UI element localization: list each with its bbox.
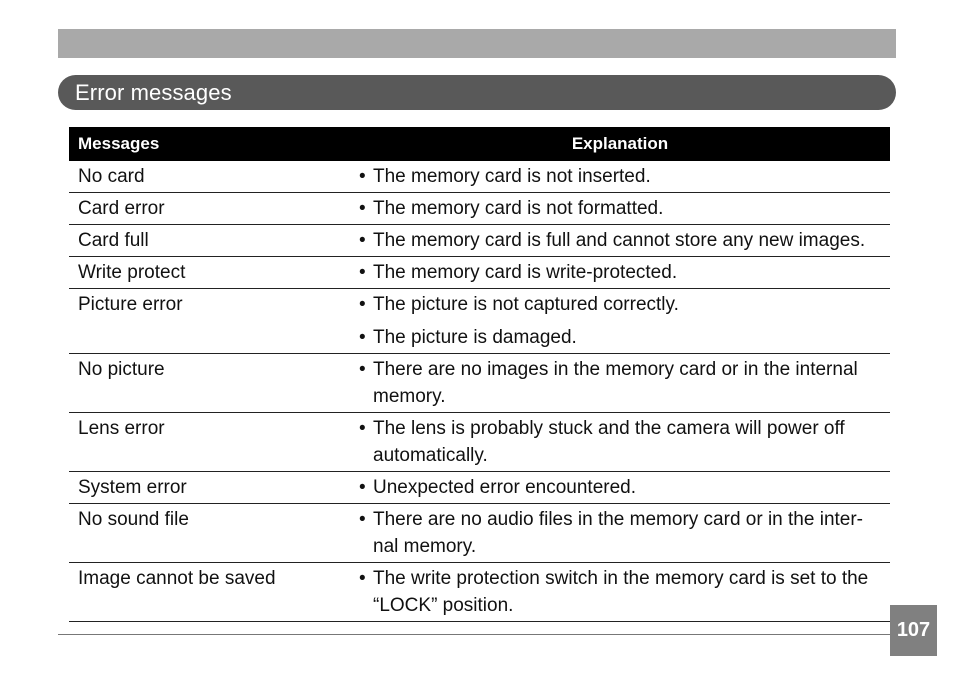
- top-header-bar: [58, 29, 896, 58]
- error-messages-table: [69, 127, 890, 622]
- error-message-cell: Lens error: [69, 413, 350, 472]
- explanation-cell: [350, 225, 890, 257]
- error-message-cell: No picture: [69, 354, 350, 413]
- explanation-bullet: [350, 259, 890, 286]
- bullet-marker: •: [359, 166, 366, 187]
- bullet-marker: •: [359, 509, 366, 530]
- table-row: [69, 413, 890, 472]
- explanation-cell: [350, 257, 890, 289]
- bullet-marker: •: [359, 327, 366, 348]
- footer-divider: [58, 634, 890, 635]
- error-message-cell: Card error: [69, 193, 350, 225]
- error-message-cell: Card full: [69, 225, 350, 257]
- table-row: [69, 225, 890, 257]
- explanation-text: There are no audio files in the memory card or in the inter-nal memory.: [373, 509, 864, 557]
- column-header-explanation: Explanation: [350, 127, 890, 161]
- explanation-bullet: [350, 227, 890, 254]
- column-header-messages: Messages: [69, 127, 350, 161]
- bullet-marker: •: [359, 294, 366, 315]
- bullet-marker: •: [359, 359, 366, 380]
- explanation-text: Unexpected error encountered.: [373, 477, 636, 498]
- explanation-bullet: [350, 356, 890, 410]
- explanation-bullet: [350, 415, 890, 469]
- explanation-text: The picture is damaged.: [373, 327, 577, 348]
- bullet-marker: •: [359, 198, 366, 219]
- error-message-cell: System error: [69, 472, 350, 504]
- page-number: 107: [890, 605, 937, 656]
- explanation-cell: [350, 504, 890, 563]
- explanation-cell: [350, 472, 890, 504]
- explanation-cell: [350, 289, 890, 354]
- table-row: [69, 472, 890, 504]
- table-header-row: [69, 127, 890, 161]
- explanation-text: The lens is probably stuck and the camera will power off automatically.: [373, 418, 845, 466]
- section-header: [58, 75, 896, 110]
- explanation-bullet: [350, 506, 890, 560]
- table-body: [69, 161, 890, 622]
- table-row: [69, 193, 890, 225]
- explanation-text: The memory card is not inserted.: [373, 166, 651, 187]
- error-message-cell: Write protect: [69, 257, 350, 289]
- bullet-marker: •: [359, 262, 366, 283]
- explanation-text: The memory card is full and cannot store any new images.: [373, 230, 866, 251]
- explanation-cell: [350, 413, 890, 472]
- bullet-marker: •: [359, 230, 366, 251]
- table-row: [69, 504, 890, 563]
- table-row: [69, 257, 890, 289]
- explanation-cell: [350, 161, 890, 193]
- error-message-cell: Image cannot be saved: [69, 563, 350, 622]
- explanation-bullet: [350, 195, 890, 222]
- explanation-text: The picture is not captured correctly.: [373, 294, 679, 315]
- explanation-bullet: [350, 565, 890, 619]
- explanation-text: The memory card is write-protected.: [373, 262, 678, 283]
- explanation-bullet: [350, 474, 890, 501]
- bullet-marker: •: [359, 568, 366, 589]
- table-row: [69, 289, 890, 354]
- bullet-marker: •: [359, 418, 366, 439]
- section-title: Error messages: [75, 79, 232, 105]
- explanation-cell: [350, 354, 890, 413]
- explanation-text: The write protection switch in the memory card is set to the “LOCK” position.: [373, 568, 869, 616]
- table-row: [69, 563, 890, 622]
- explanation-bullet: [350, 324, 890, 351]
- error-message-cell: No card: [69, 161, 350, 193]
- bullet-marker: •: [359, 477, 366, 498]
- explanation-text: The memory card is not formatted.: [373, 198, 664, 219]
- explanation-cell: [350, 193, 890, 225]
- table-row: [69, 354, 890, 413]
- explanation-bullet: [350, 163, 890, 190]
- explanation-text: There are no images in the memory card or in the internal memory.: [373, 359, 858, 407]
- explanation-cell: [350, 563, 890, 622]
- error-message-cell: Picture error: [69, 289, 350, 354]
- table-row: [69, 161, 890, 193]
- error-message-cell: No sound file: [69, 504, 350, 563]
- explanation-bullet: [350, 291, 890, 318]
